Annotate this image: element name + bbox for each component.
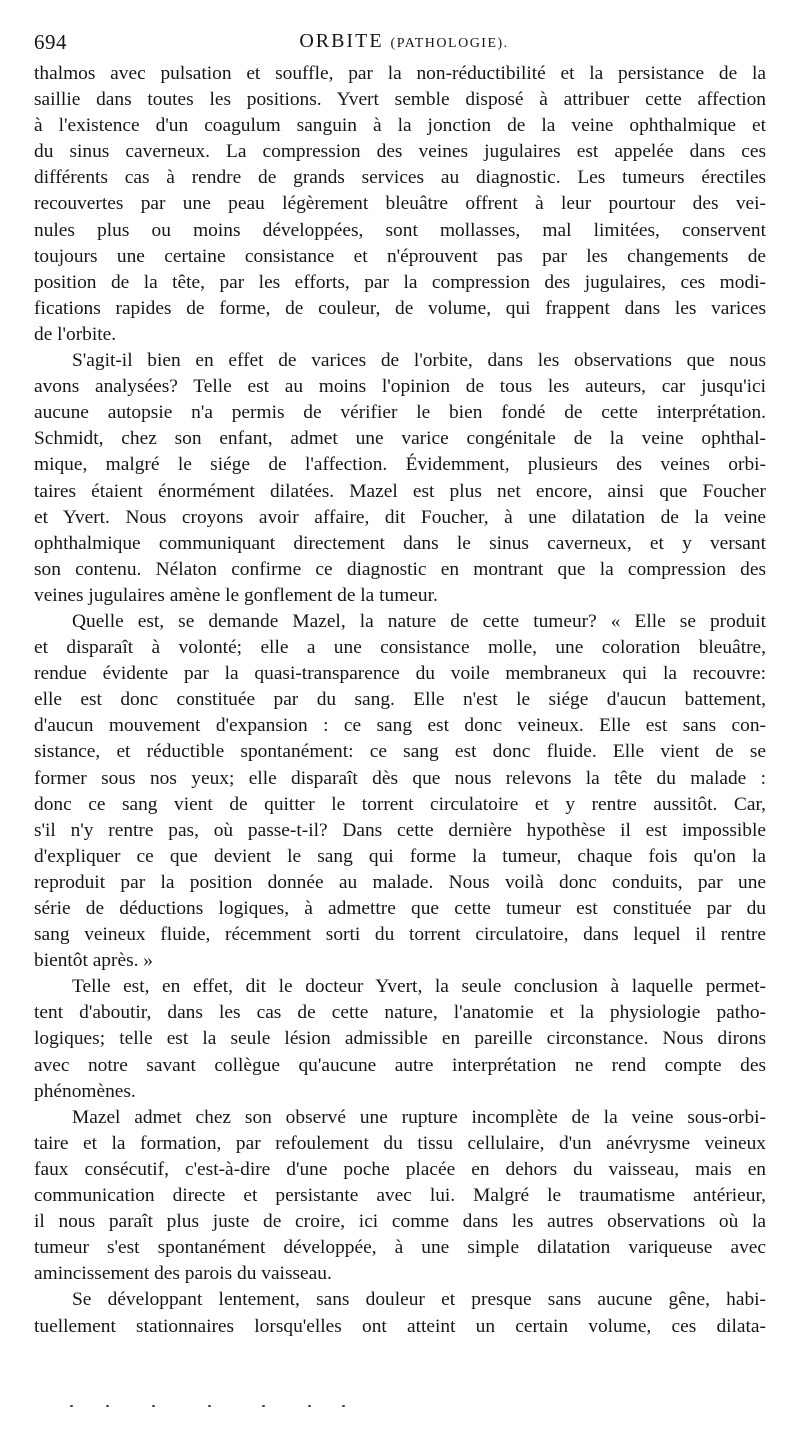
- text-line: faux consécutif, c'est-à-dire d'une poche placée en dehors du vaisseau, mais en: [34, 1158, 766, 1180]
- text-line: thalmos avec pulsation et souffle, par la non-réductibilité et la persistance de la: [34, 63, 766, 84]
- text-line: position de la tête, par les efforts, par la compression des jugulaires, ces modi-: [34, 271, 766, 293]
- text-line: Mazel admet chez son observé une rupture incomplète de la veine sous-orbi-: [72, 1106, 766, 1128]
- text-line: avons analysées? Telle est au moins l'opinion de tous les auteurs, car jusqu'ici: [34, 376, 766, 398]
- text-line: rendue évidente par la quasi-transparence du voile membraneux qui la recouvre:: [34, 663, 766, 685]
- running-head: [34, 30, 774, 53]
- body-text: [34, 61, 766, 1340]
- text-line: à l'existence d'un coagulum sanguin à la jonction de la veine ophthalmique et: [34, 115, 766, 137]
- text-line: Se développant lentement, sans douleur et presque sans aucune gêne, habi-: [72, 1289, 766, 1311]
- text-line: former sous nos yeux; elle disparaît dès que nous relevons la tête du malade :: [34, 767, 766, 789]
- text-line: toujours une certaine consistance et n'éprouvent pas par les changements de: [34, 245, 766, 267]
- text-line: bientôt après. »: [34, 950, 154, 972]
- text-line: taires étaient énormément dilatées. Mazel est plus net encore, ainsi que Foucher: [34, 480, 766, 502]
- text-line: tent d'aboutir, dans les cas de cette nature, l'anatomie et la physiologie patho-: [34, 1002, 766, 1024]
- text-line: reproduit par la position donnée au malade. Nous voilà donc conduits, par une: [34, 871, 766, 893]
- page-number: 694: [34, 30, 67, 54]
- text-line: s'il n'y rentre pas, où passe-t-il? Dans cette dernière hypothèse il est impossible: [34, 819, 766, 841]
- text-line: et Yvert. Nous croyons avoir affaire, dit Foucher, à une dilatation de la veine: [34, 506, 766, 528]
- text-line: ophthalmique communiquant directement dans le sinus caverneux, et y versant: [34, 532, 766, 554]
- text-line: tuellement stationnaires lorsqu'elles ont atteint un certain volume, ces dilata-: [34, 1315, 766, 1337]
- paragraph: [34, 1105, 766, 1288]
- paragraph: [34, 974, 766, 1104]
- paragraph: [34, 348, 766, 609]
- text-line: nules plus ou moins développées, sont mollasses, mal limitées, conservent: [34, 219, 766, 241]
- text-line: taire et la formation, par refoulement du tissu cellulaire, d'un anévrysme veineux: [34, 1132, 766, 1154]
- text-line: veines jugulaires amène le gonflement de la tumeur.: [34, 584, 438, 606]
- paragraph: [34, 61, 766, 348]
- text-line: amincissement des parois du vaisseau.: [34, 1263, 332, 1285]
- text-line: du sinus caverneux. La compression des veines jugulaires est appelée dans ces: [34, 141, 766, 163]
- text-line: saillie dans toutes les positions. Yvert semble disposé à attribuer cette affection: [34, 89, 766, 111]
- text-line: mique, malgré le siége de l'affection. Évidemment, plusieurs des veines orbi-: [34, 454, 766, 476]
- text-line: phénomènes.: [34, 1080, 136, 1102]
- text-line: d'aucun mouvement d'expansion : ce sang est donc veineux. Elle est sans con-: [34, 715, 766, 737]
- text-line: sang veineux fluide, récemment sorti du torrent circulatoire, dans lequel il rentre: [34, 924, 766, 946]
- text-line: recouvertes par une peau légèrement bleuâtre offrent à leur pourtour des vei-: [34, 193, 766, 215]
- text-line: S'agit-il bien en effet de varices de l'orbite, dans les observations que nous: [72, 350, 766, 372]
- running-head-title: ORBITE: [299, 30, 384, 52]
- text-line: fications rapides de forme, de couleur, de volume, qui frappent dans les varices: [34, 297, 766, 319]
- text-line: communication directe et persistante avec lui. Malgré le traumatisme antérieur,: [34, 1185, 766, 1207]
- text-line: et disparaît à volonté; elle a une consistance molle, une coloration bleuâtre,: [34, 637, 766, 659]
- text-line: logiques; telle est la seule lésion admissible en pareille circonstance. Nous dirons: [34, 1028, 766, 1050]
- text-line: elle est donc constituée par du sang. Elle n'est le siége d'aucun battement,: [34, 689, 766, 711]
- text-line: de l'orbite.: [34, 323, 117, 345]
- print-specks: [70, 1405, 370, 1413]
- text-line: donc ce sang vient de quitter le torrent circulatoire et y rentre aussitôt. Car,: [34, 793, 766, 815]
- text-line: son contenu. Nélaton confirme ce diagnostic en montrant que la compression des: [34, 558, 766, 580]
- text-line: Schmidt, chez son enfant, admet une varice congénitale de la veine ophthal-: [34, 428, 766, 450]
- text-line: sistance, et réductible spontanément: ce sang est donc fluide. Elle vient de se: [34, 741, 766, 763]
- text-line: il nous paraît plus juste de croire, ici comme dans les autres observations où la: [34, 1211, 766, 1233]
- paragraph: [34, 609, 766, 974]
- text-line: avec notre savant collègue qu'aucune autre interprétation ne rend compte des: [34, 1054, 766, 1076]
- paragraph: [34, 1287, 766, 1339]
- text-line: série de déductions logiques, à admettre que cette tumeur est constituée par du: [34, 898, 766, 919]
- text-line: d'expliquer ce que devient le sang qui forme la tumeur, chaque fois qu'on la: [34, 845, 766, 867]
- running-head-subtitle: (PATHOLOGIE).: [390, 36, 509, 51]
- text-line: tumeur s'est spontanément développée, à une simple dilatation variqueuse avec: [34, 1237, 766, 1259]
- text-line: Quelle est, se demande Mazel, la nature de cette tumeur? « Elle se produit: [72, 610, 766, 632]
- text-line: Telle est, en effet, dit le docteur Yvert, la seule conclusion à laquelle permet-: [72, 976, 766, 998]
- text-line: différents cas à rendre de grands services au diagnostic. Les tumeurs érectiles: [34, 167, 766, 189]
- text-line: aucune autopsie n'a permis de vérifier le bien fondé de cette interprétation.: [34, 402, 766, 424]
- page-header: [34, 30, 774, 60]
